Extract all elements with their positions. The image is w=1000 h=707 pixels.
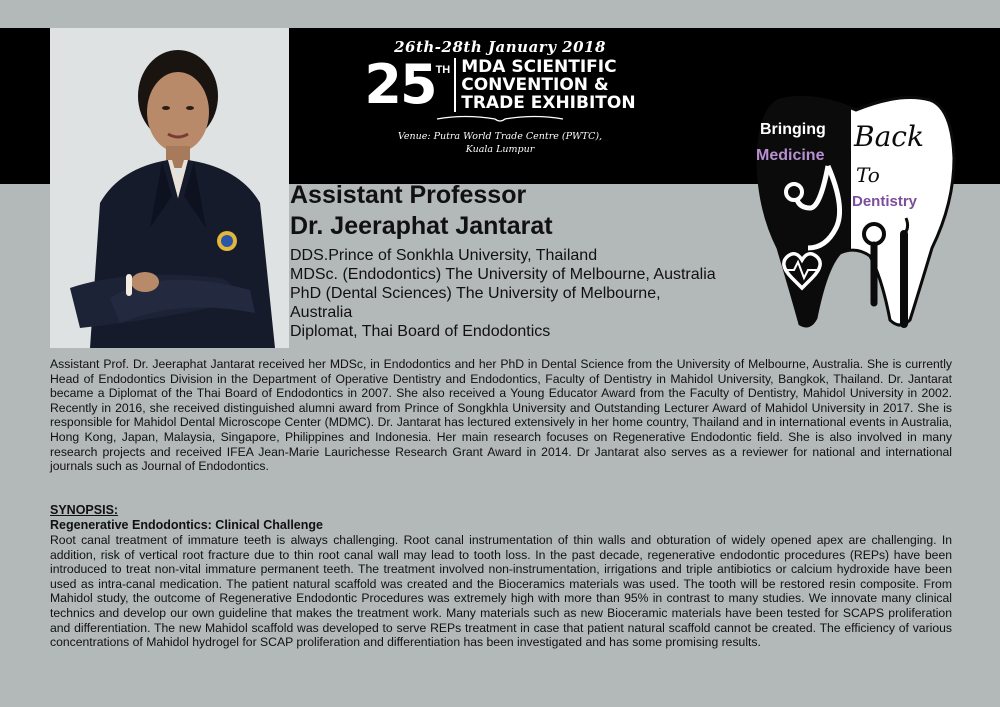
venue-line-2: Kuala Lumpur [465,144,535,155]
speaker-credentials [290,246,770,341]
swirl-ornament-icon [435,114,565,124]
credential-line: Diplomat, Thai Board of Endodontics [290,323,551,340]
event-title [454,58,635,112]
event-title-line-1: MDA SCIENTIFIC [461,57,617,77]
logo-word-to: To [856,163,880,187]
edition-suffix: TH [435,64,451,76]
synopsis-title: Regenerative Endodontics: Clinical Challenge [50,518,323,532]
bringing-medicine-back-to-dentistry-logo [750,88,962,330]
credential-line: MDSc. (Endodontics) The University of Melbourne, Australia [290,266,716,283]
speaker-name: Dr. Jeeraphat Jantarat [290,212,553,240]
event-dates: 26th-28th January 2018 [394,38,606,56]
event-venue [360,130,640,156]
synopsis-heading: SYNOPSIS: [50,503,119,517]
venue-line-1: Venue: Putra World Trade Centre (PWTC), [397,131,603,142]
logo-word-dentistry: Dentistry [852,193,918,210]
credential-line: DDS.Prince of Sonkhla University, Thailand [290,247,598,264]
speaker-photo [50,28,289,348]
speaker-rank: Assistant Professor [290,181,527,209]
event-title-line-3: TRADE EXHIBITON [461,93,636,113]
event-banner [360,38,640,156]
logo-word-medicine: Medicine [756,147,825,164]
credential-line: PhD (Dental Sciences) The University of Melbourne, [290,285,661,302]
credential-line: Australia [290,304,353,321]
speaker-biography: Assistant Prof. Dr. Jeeraphat Jantarat received her MDSc, in Endodontics and her PhD in Dental Science from the University of Melbourne, Australia. She is currently Head of Endodontics Division in the Department of Operative Dentistry and Endodontics, Faculty of Dentistry in Mahidol University, Bangkok, Thailand. Dr. Jantarat became a Diplomat of the Thai Board of Endodontics in 2007. She also received a Young Educator Award from the Faculty of Dentistry, Mahidol University in 2002. Recently in 2016, she received distinguished alumni award from Prince of Songkhla University and Outstanding Lecturer Award of Mahidol University in 2017. She is responsible for Mahidol Dental Microscope Center (MDMC). Dr. Jantarat has lectured extensively in her home country, Thailand and in international events in Australia, Hong Kong, Japan, Malaysia, Singapore, Philippines and Indonesia. Her main research focuses on Regenerative Endodontic field. She is also involved in many research projects and received IFEA Jean-Marie Laurichesse Research Grant Award in 2014. Dr Jantarat also serves as a reviewer for national and international journals such as Journal of Endodontics. [50,357,952,474]
synopsis-body: Root canal treatment of immature teeth is always challenging. Root canal instrumentation of thin walls and obturation of widely opened apex are challenging. In addition, risk of vertical root fracture due to thin root canal wall may lead to tooth loss. In the past decade, regenerative endodontic procedures (REPs) have been introduced to treat non-vital immature permanent teeth. The treatment involved non-instrumentation, irrigations and triple antibiotics or calcium hydroxide have been used as intra-canal medication. The patient natural scaffold was created and the Bioceramics materials was used. The tooth will be restored resin composite. From Mahidol study, the outcome of Regenerative Endodontic Procedures was extremely high with more than 95% in contrast to many studies. We innovate many clinical technics and develop our own guideline that makes the treatment work. Many materials such as new Bioceramic materials have been tested for SCAPS proliferation and differentiation. The new Mahidol scaffold was developed to serve REPs treatment in case that patient natural scaffold cannot be created. The efficiency of various concentrations of Mahidol hydrogel for SCAP proliferation and differentiation has been investigated and has some promising results. [50,533,952,650]
logo-word-bringing: Bringing [760,121,826,138]
edition-number: 25 [364,53,436,116]
speaker-name-title [290,180,553,242]
event-title-block [360,53,640,116]
logo-word-back: Back [854,120,924,153]
event-title-line-2: CONVENTION & [461,75,609,95]
